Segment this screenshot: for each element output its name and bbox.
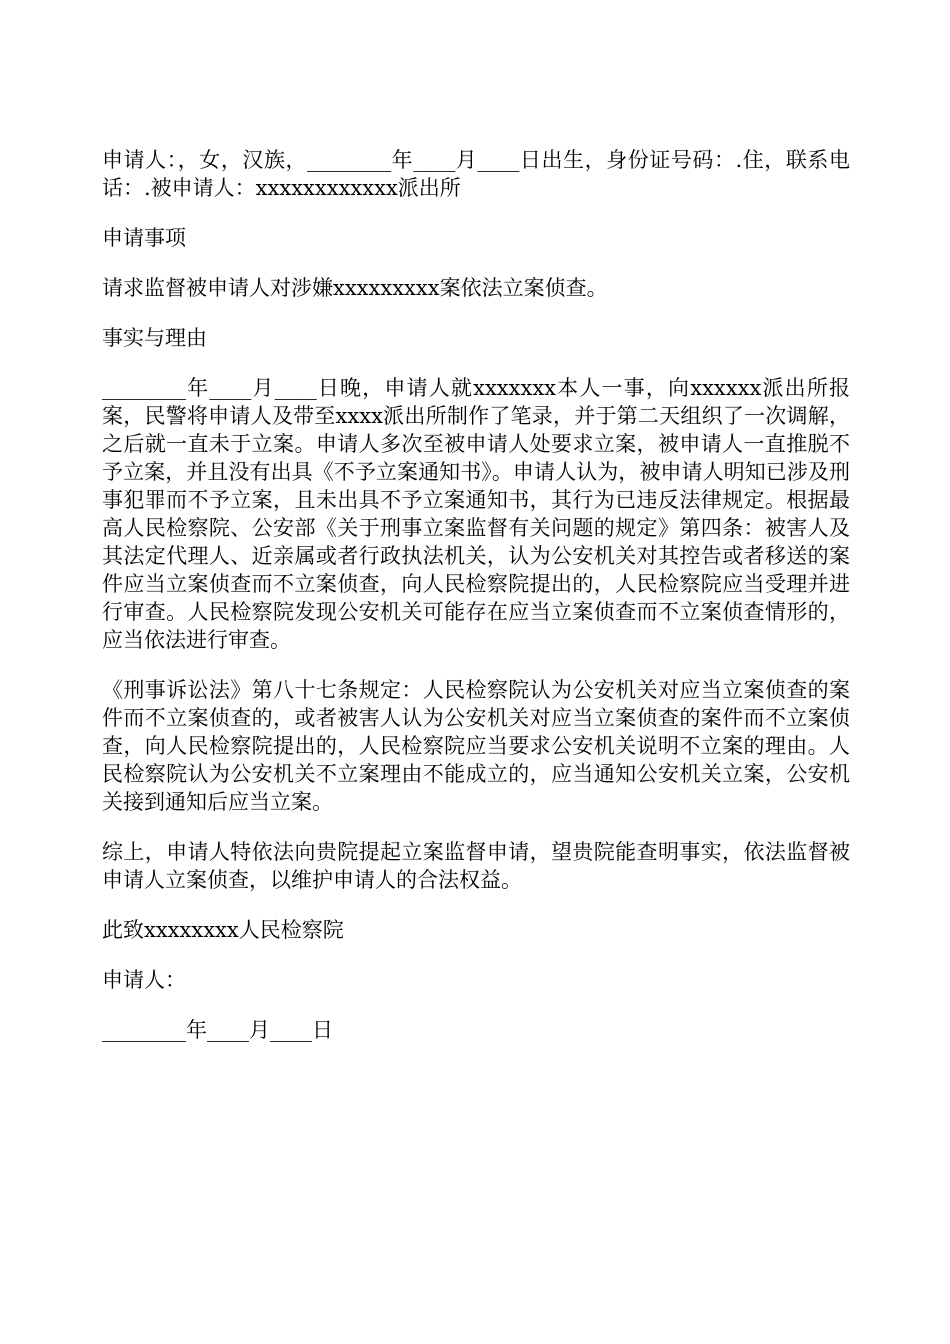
facts-paragraph-1: ________年____月____日晚，申请人就xxxxxxx本人一事，向xxxxxx派出所报案，民警将申请人及带至xxxx派出所制作了笔录，并于第二天组织了一次调解，之后就一直未于立案。申请人多次至被申请人处要求立案，被申请人一直推脱不予立案，并且没有出具《不予立案通知书》。申请人认为，被申请人明知已涉及刑事犯罪而不予立案，且未出具不予立案通知书，其行为已违反法律规定。根据最高人民检察院、公安部《关于刑事立案监督有关问题的规定》第四条：被害人及其法定代理人、近亲属或者行政执法机关，认为公安机关对其控告或者移送的案件应当立案侦查而不立案侦查，向人民检察院提出的，人民检察院应当受理并进行审查。人民检察院发现公安机关可能存在应当立案侦查而不立案侦查情形的，应当依法进行审查。 [102, 376, 850, 652]
date-line: ________年____月____日 [102, 1018, 333, 1042]
heading-facts: 事实与理由 [102, 326, 207, 350]
document-body [102, 146, 850, 1066]
heading-request: 申请事项 [102, 226, 186, 250]
conclusion-paragraph: 综上，申请人特依法向贵院提起立案监督申请，望贵院能查明事实，依法监督被申请人立案侦查，以维护申请人的合法权益。 [102, 840, 850, 892]
request-text: 请求监督被申请人对涉嫌xxxxxxxxx案依法立案侦查。 [102, 276, 608, 300]
addressee-line: 此致xxxxxxxx人民检察院 [102, 918, 344, 942]
applicant-info: 申请人：，女，汉族，________年____月____日出生，身份证号码：.住，联系电话：.被申请人：xxxxxxxxxxxx派出所 [102, 148, 850, 200]
signature-label: 申请人： [102, 968, 186, 992]
facts-paragraph-2: 《刑事诉讼法》第八十七条规定：人民检察院认为公安机关对应当立案侦查的案件而不立案侦查的，或者被害人认为公安机关对应当立案侦查的案件而不立案侦查，向人民检察院提出的，人民检察院应当要求公安机关说明不立案的理由。人民检察院认为公安机关不立案理由不能成立的，应当通知公安机关立案，公安机关接到通知后应当立案。 [102, 678, 850, 814]
